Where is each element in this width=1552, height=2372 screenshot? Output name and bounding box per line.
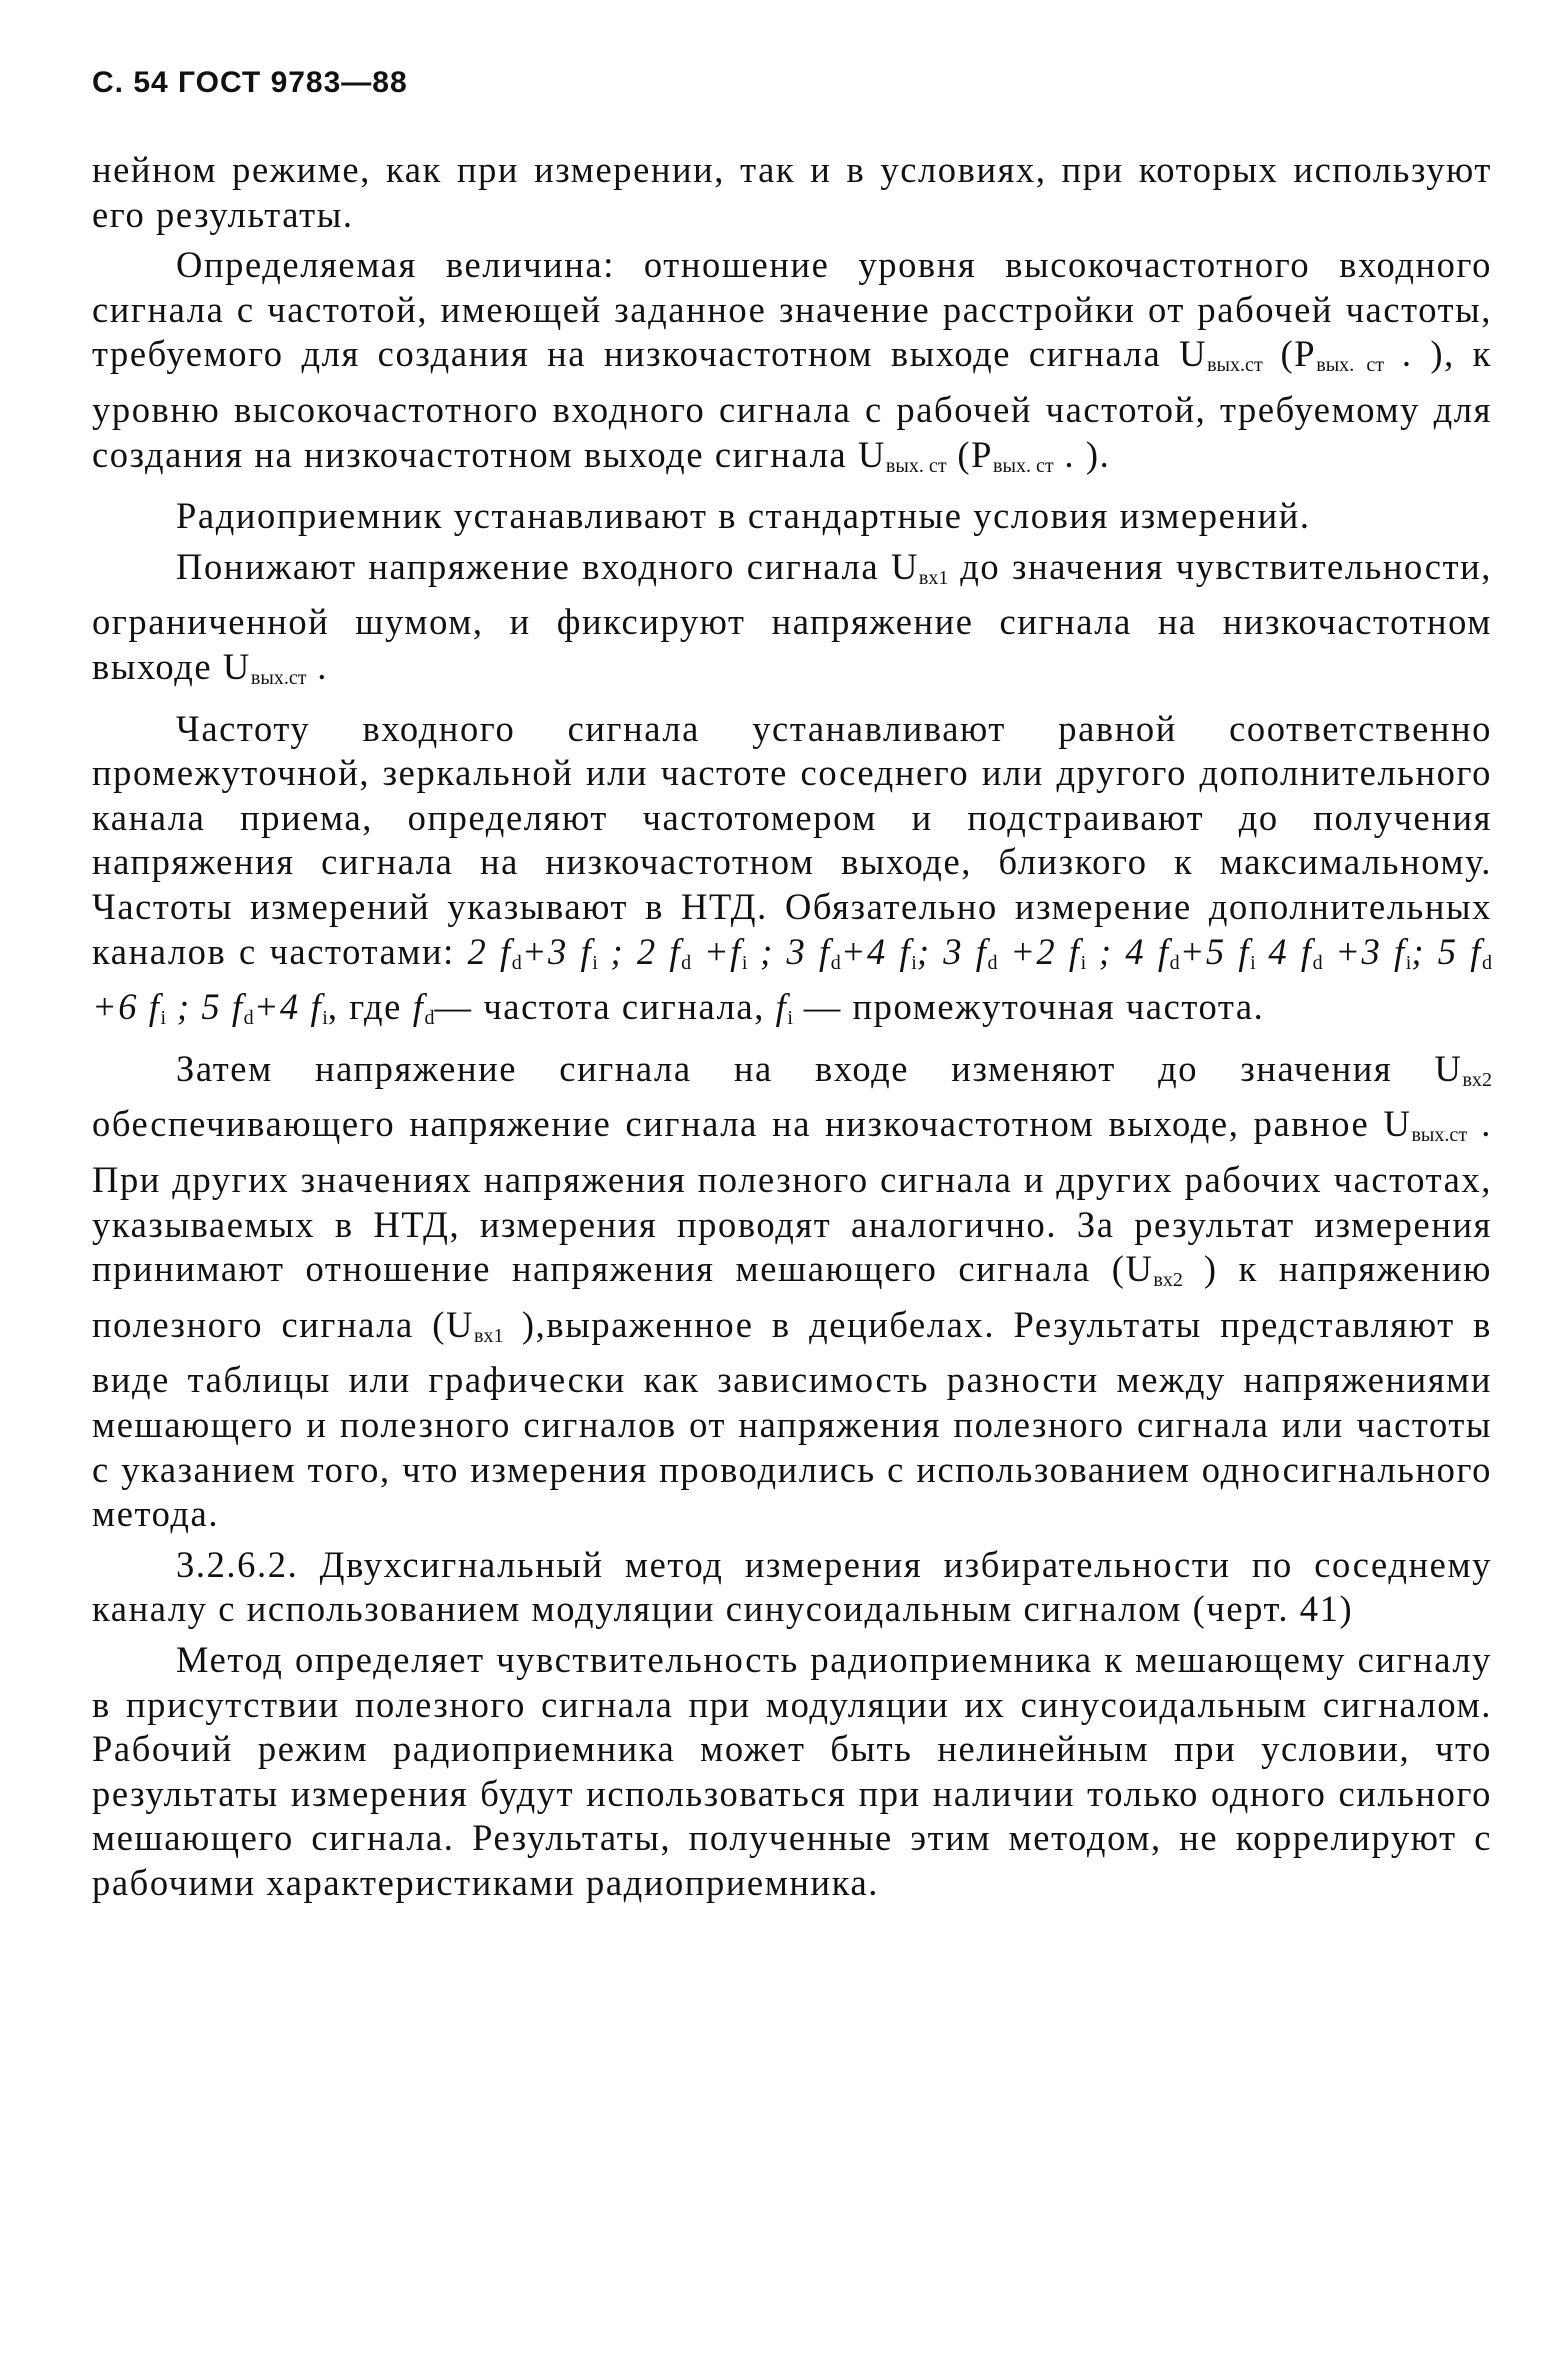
- paragraph: нейном режиме, как при измерении, так и в условиях, при которых используют его результаты.: [92, 149, 1492, 235]
- paragraph: Частоту входного сигнала устанавливают равной соответственно промежуточной, зеркальной или частоте соседнего или другого дополнительного канала приема, определяют частотомером и подстраивают до получения напряжения сигнала на низкочастотном выходе, близкого к максимальному. Частоты измерений указывают в НТД. Обязательно измерение дополнительных каналов с частотами: 2 $f_d+3$ $f_i$ ; 2 $f_d +f_i$ ; 3 $f_d+4$ $f_i$; 3 $f_d +2$ $f_i$ ; 4 $f_d+5$ $f_i$ 4 $f_d +3$ $f_i$; 5 $f_d +6$ $f_i$ ; 5 $f_d+4$ $f_i$, где $f_d—$ частота сигнала, $f_i$ — промежуточная частота.: [92, 707, 1493, 1030]
- section-heading: 3.2.6.2. Двухсигнальный метод измерения избирательности по соседнему каналу с использованием модуляции синусоидальным сигналом (черт. 41): [92, 1543, 1492, 1630]
- page-header: С. 54 ГОСТ 9783—88: [92, 66, 408, 99]
- paragraph: Понижают напряжение входного сигнала $U_{вх1}$ до значения чувствительности, ограниченной шумом, и фиксируют напряжение сигнала на низкочастотном выходе $U_{вых.ст}$ .: [92, 545, 1492, 689]
- paragraph: Затем напряжение сигнала на входе изменяют до значения $U_{вх2}$ обеспечивающего напряжение сигнала на низкочастотном выходе, равное $U_{вых.ст}$ . При других значениях напряжения полезного сигнала и других рабочих частотах, указываемых в НТД, измерения проводят аналогично. За результат измерения принимают отношение напряжения мешающего сигнала ($U_{вх2}$ ) к напряжению полезного сигнала ($U_{вх1}$ ),выраженное в децибелах. Результаты представляют в виде таблицы или графически как зависимость разности между напряжениями мешающего и полезного сигналов от напряжения полезного сигнала или частоты с указанием того, что измерения проводились с использованием односигнального метода.: [92, 1047, 1493, 1535]
- paragraph: Метод определяет чувствительность радиоприемника к мешающему сигналу в присутствии полезного сигнала при модуляции их синусоидальным сигналом. Рабочий режим радиоприемника может быть нелинейным при условии, что результаты измерения будут использоваться при наличии только одного сильного мешающего сигнала. Результаты, полученные этим методом, не коррелируют с рабочими характеристиками радиоприемника.: [92, 1638, 1492, 1903]
- document-body: [92, 148, 1492, 1912]
- paragraph: Радиоприемник устанавливают в стандартные условия измерений.: [176, 495, 1311, 537]
- paragraph: Определяемая величина: отношение уровня высокочастотного входного сигнала с частотой, имеющей заданное значение расстройки от рабочей частоты, требуемого для создания на низкочастотном выходе сигнала $U_{вых.ст}$ ($P_{вых. ст}$ . ), к уровню высокочастотного входного сигнала с рабочей частотой, требуемому для создания на низкочастотном выходе сигнала $U_{вых. ст}$ ($P_{вых. ст}$ . ).: [92, 244, 1492, 477]
